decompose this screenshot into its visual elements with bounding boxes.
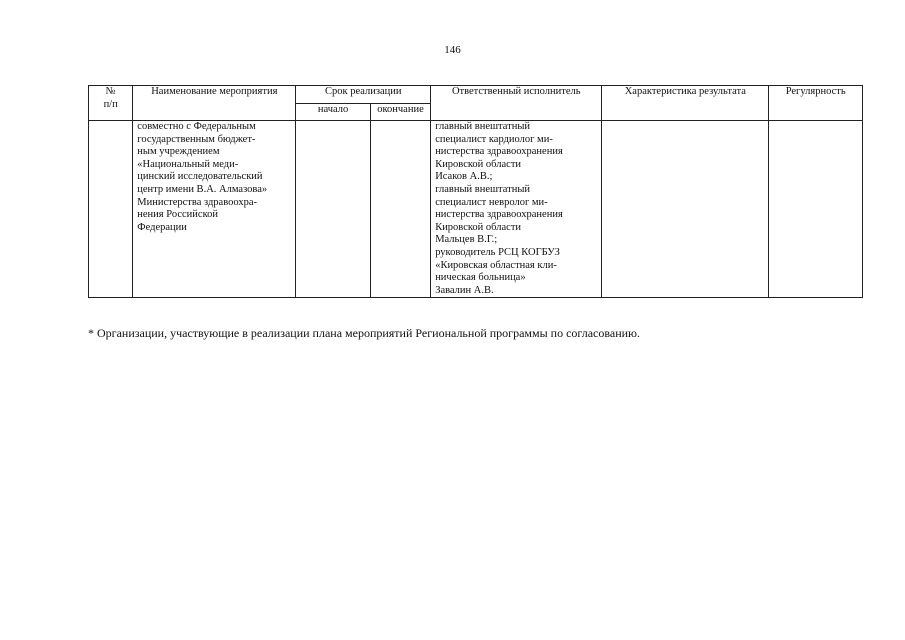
responsible-line: Мальцев В.Г.; <box>435 234 498 246</box>
responsible-line: руководитель РСЦ КОГБУЗ <box>435 246 560 258</box>
cell-responsible <box>431 121 602 298</box>
cell-start <box>296 121 370 298</box>
header-end: окончание <box>370 104 430 121</box>
header-regularity: Регулярность <box>769 86 863 121</box>
cell-end <box>370 121 430 298</box>
cell-num <box>89 121 133 298</box>
name-line: совместно с Федеральным <box>137 121 256 132</box>
name-line: ным учреждением <box>137 146 220 158</box>
name-line: нения Российской <box>137 209 218 221</box>
responsible-line: нистерства здравоохранения <box>435 209 563 221</box>
cell-result <box>602 121 769 298</box>
name-line: центр имени В.А. Алмазова» <box>137 183 268 195</box>
header-responsible: Ответственный исполнитель <box>431 86 602 121</box>
name-line: «Национальный меди- <box>137 158 239 170</box>
header-start: начало <box>296 104 370 121</box>
cell-name <box>133 121 296 298</box>
header-num: № п/п <box>89 86 133 121</box>
responsible-line: «Кировская областная кли- <box>435 259 557 271</box>
cell-regularity <box>769 121 863 298</box>
plan-table <box>88 85 863 298</box>
responsible-line: главный внештатный <box>435 183 531 195</box>
responsible-line: Кировской области <box>435 158 522 170</box>
responsible-line: специалист кардиолог ми- <box>435 133 553 145</box>
name-line: государственным бюджет- <box>137 133 256 145</box>
name-line: Министерства здравоохра- <box>137 196 257 208</box>
responsible-line: специалист невролог ми- <box>435 196 548 208</box>
responsible-line: главный внештатный <box>435 121 531 132</box>
header-name: Наименование мероприятия <box>133 86 296 121</box>
header-term: Срок реализации <box>296 86 431 104</box>
responsible-line: Исаков А.В.; <box>435 171 493 183</box>
footnote: * Организации, участвующие в реализации плана мероприятий Региональной программы по согласованию. <box>88 326 641 340</box>
page-number: 146 <box>444 44 461 56</box>
responsible-line: Кировской области <box>435 221 522 233</box>
header-result: Характеристика результата <box>602 86 769 121</box>
responsible-line: нистерства здравоохранения <box>435 146 563 158</box>
name-line: цинский исследовательский <box>137 171 263 183</box>
table-row <box>89 121 863 298</box>
name-line: Федерации <box>137 221 187 233</box>
responsible-line: ническая больница» <box>435 272 526 284</box>
responsible-line: Завалин А.В. <box>435 284 494 296</box>
